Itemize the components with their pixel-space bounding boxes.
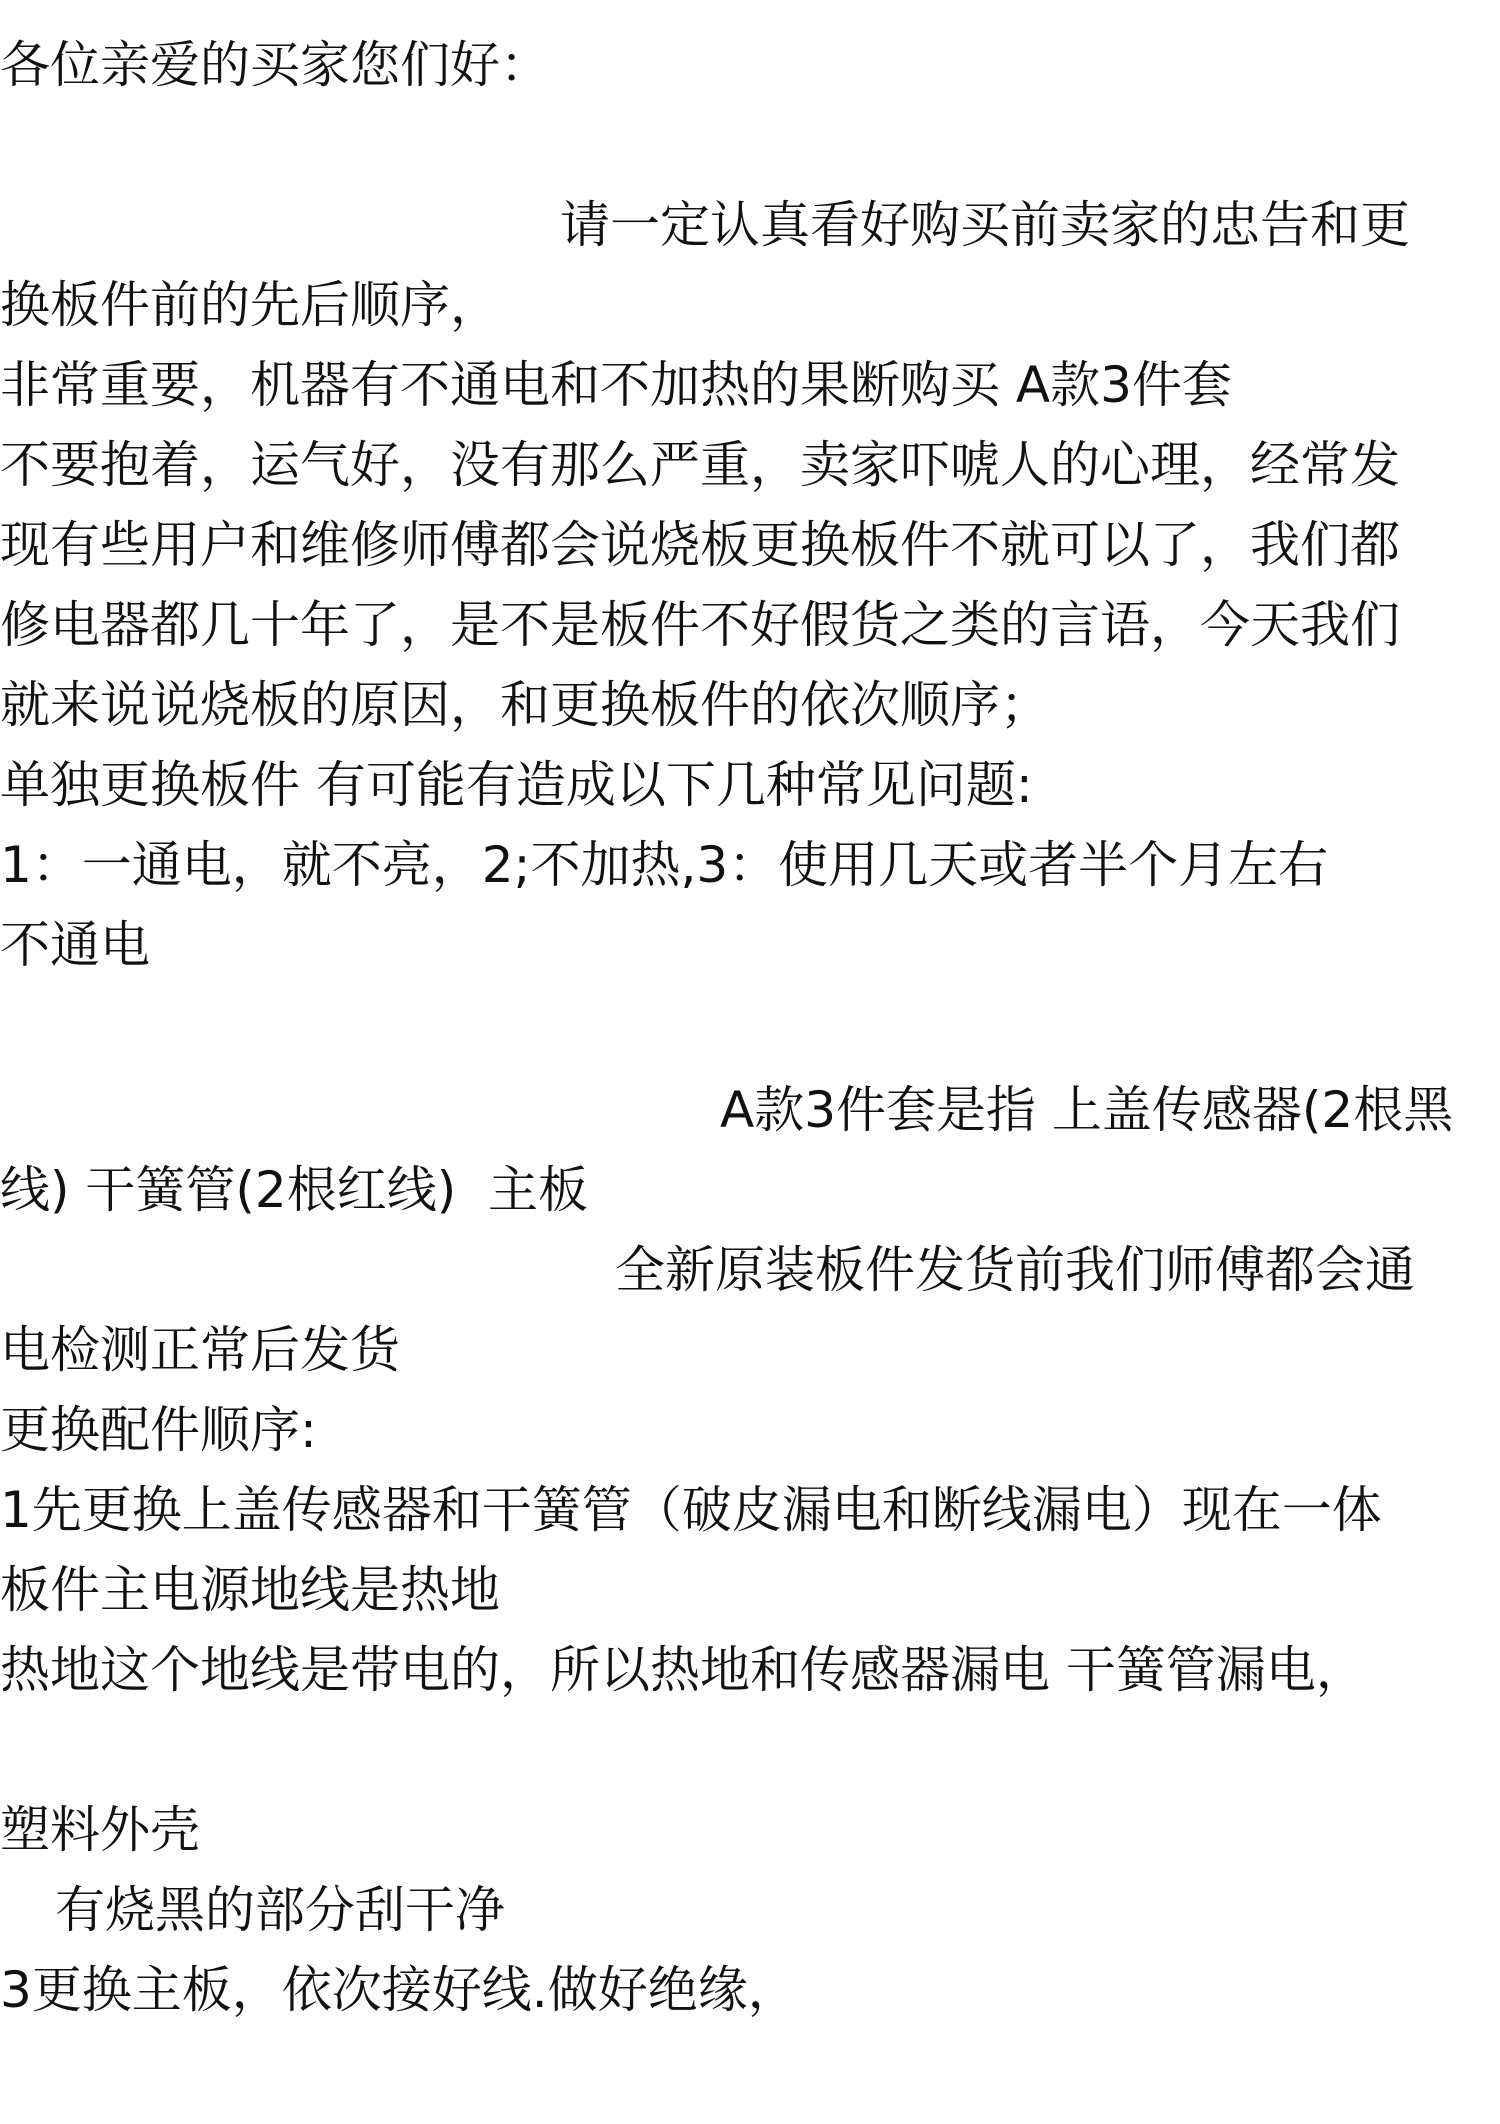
text-line: 3更换主板，依次接好线.做好绝缘， [0,1961,798,2019]
text-line: 不通电 [0,916,150,974]
text-line: 1：一通电，就不亮，2;不加热,3：使用几天或者半个月左右 [0,836,1329,894]
text-line-split [0,1710,1500,1790]
text-line: 非常重要，机器有不通电和不加热的果断购买 A款3件套 [0,356,1232,414]
text-line: 单独更换板件 有可能有造成以下几种常见问题: [0,756,1033,814]
text-line: 板件主电源地线是热地 [0,1561,500,1619]
text-line: 热地这个地线是带电的，所以热地和传感器漏电 干簧管漏电， [0,1641,1366,1699]
text-line: 就来说说烧板的原因，和更换板件的依次顺序； [0,676,1050,734]
text-line: 请一定认真看好购买前卖家的忠告和更 [560,196,1410,254]
greeting-line: 各位亲爱的买家您们好： [0,36,550,94]
text-line: 线) 干簧管(2根红线) 主板 [0,1161,589,1219]
text-line: 塑料外壳 [0,1801,200,1859]
text-line: 不要抱着，运气好，没有那么严重，卖家吓唬人的心理，经常发 [0,436,1400,494]
text-line: 有烧黑的部分刮干净 [55,1881,505,1939]
text-line: 电检测正常后发货 [0,1321,400,1379]
text-line: A款3件套是指 上盖传感器(2根黑 [720,1081,1454,1139]
text-line: 现有些用户和维修师傅都会说烧板更换板件不就可以了，我们都 [0,516,1400,574]
text-line: 1先更换上盖传感器和干簧管（破皮漏电和断线漏电）现在一体 [0,1481,1382,1539]
text-line: 换板件前的先后顺序， [0,276,500,334]
text-line: 修电器都几十年了，是不是板件不好假货之类的言语，今天我们 [0,596,1400,654]
section-heading: 更换配件顺序: [0,1401,317,1459]
text-line: 全新原装板件发货前我们师傅都会通 [615,1241,1415,1299]
